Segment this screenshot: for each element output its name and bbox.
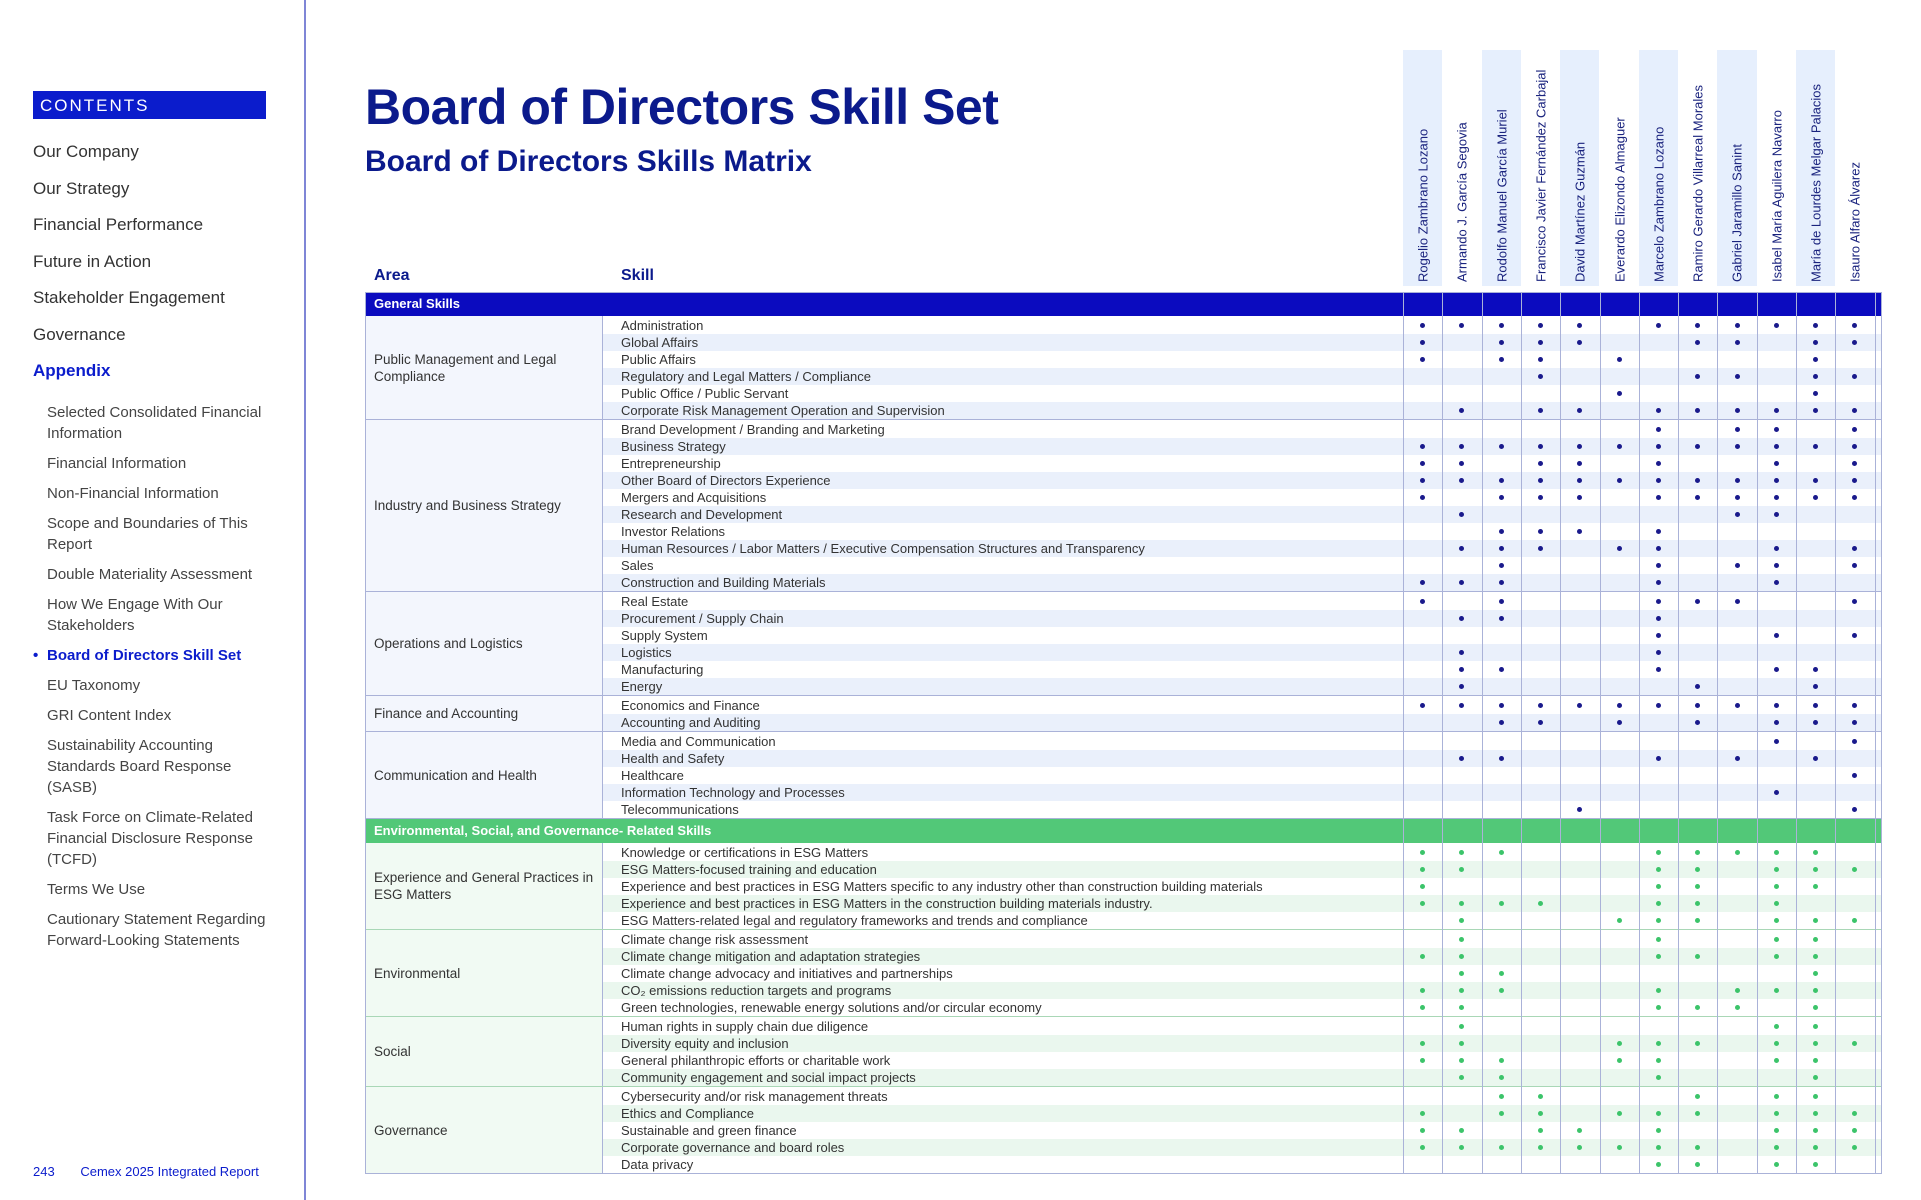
section-band: General Skills	[365, 292, 1882, 316]
skill-label: Cybersecurity and/or risk management threats	[621, 1089, 888, 1104]
skill-column-header: Skill	[621, 267, 654, 284]
section-band: Environmental, Social, and Governance- Related Skills	[365, 819, 1882, 843]
nav-subitem-task-force-on-climate-related-financial-[interactable]	[33, 807, 273, 870]
area-label: Experience and General Practices in ESG Matters	[365, 843, 603, 929]
area-label: Communication and Health	[365, 732, 603, 818]
skill-label: Investor Relations	[621, 524, 726, 539]
page-number: 243	[33, 1164, 55, 1179]
skill-label: Procurement / Supply Chain	[621, 611, 784, 626]
nav-subitem-label: Financial Information	[47, 454, 187, 472]
nav-subitem-label: How We Engage With Our Stakeholders	[47, 595, 223, 634]
nav-subitem-label: Non-Financial Information	[47, 484, 219, 502]
skill-label: Real Estate	[621, 594, 689, 609]
nav-subitem-non-financial-information[interactable]	[33, 483, 273, 504]
nav-subitem-cautionary-statement-regarding-forward-l[interactable]	[33, 909, 273, 951]
nav-subitem-board-of-directors-skill-set[interactable]	[33, 645, 273, 666]
area-label: Public Management and Legal Compliance	[365, 316, 603, 419]
nav-subitem-label: Terms We Use	[47, 880, 146, 898]
nav-item-our-strategy[interactable]: Our Strategy	[33, 178, 130, 198]
skill-label: Community engagement and social impact projects	[621, 1070, 916, 1085]
skill-label: Supply System	[621, 628, 708, 643]
skill-label: Public Affairs	[621, 352, 696, 367]
skill-label: Data privacy	[621, 1157, 694, 1172]
sidebar	[0, 0, 306, 1200]
director-column-header	[1442, 50, 1481, 286]
appendix-subnav	[33, 402, 303, 951]
area-label: Environmental	[365, 930, 603, 1016]
skill-label: Green technologies, renewable energy solutions and/or circular economy	[621, 1000, 1042, 1015]
skill-label: Construction and Building Materials	[621, 575, 826, 590]
skill-label: Mergers and Acquisitions	[621, 490, 767, 505]
skill-label: Other Board of Directors Experience	[621, 473, 831, 488]
nav-subitem-terms-we-use[interactable]	[33, 879, 273, 900]
skill-label: Global Affairs	[621, 335, 699, 350]
skill-label: Brand Development / Branding and Marketing	[621, 422, 885, 437]
report-name: Cemex 2025 Integrated Report	[80, 1164, 259, 1179]
director-column-header	[1482, 50, 1521, 286]
skill-label: Climate change mitigation and adaptation strategies	[621, 949, 921, 964]
director-name: Isauro Alfaro Álvarez	[1847, 162, 1863, 282]
nav-subitem-label: Cautionary Statement Regarding Forward-Looking Statements	[47, 910, 266, 949]
area-label: Finance and Accounting	[365, 696, 603, 731]
director-name: David Martínez Guzmán	[1572, 141, 1588, 282]
area-label: Industry and Business Strategy	[365, 420, 603, 591]
skill-label: Corporate Risk Management Operation and Supervision	[621, 403, 945, 418]
skill-label: Healthcare	[621, 768, 684, 783]
table-of-contents	[33, 140, 303, 960]
skill-label: Experience and best practices in ESG Matters in the construction building materials industry.	[621, 896, 1153, 911]
area-label: Operations and Logistics	[365, 592, 603, 695]
skill-label: Climate change advocacy and initiatives and partnerships	[621, 966, 953, 981]
skill-label: Logistics	[621, 645, 672, 660]
skill-label: Information Technology and Processes	[621, 785, 845, 800]
nav-item-our-company[interactable]: Our Company	[33, 142, 139, 161]
skills-matrix	[365, 0, 1882, 1200]
skill-label: Knowledge or certifications in ESG Matters	[621, 845, 869, 860]
director-name: Gabriel Jaramillo Sanint	[1729, 143, 1745, 282]
skill-label: Business Strategy	[621, 439, 726, 454]
skill-label: Regulatory and Legal Matters / Compliance	[621, 369, 872, 384]
nav-item-stakeholder-engagement[interactable]: Stakeholder Engagement	[33, 288, 225, 307]
contents-heading: CONTENTS	[33, 91, 266, 119]
skill-label: Media and Communication	[621, 734, 776, 749]
nav-subitem-how-we-engage-with-our-stakeholders[interactable]	[33, 594, 273, 636]
director-column-header	[1600, 50, 1639, 286]
director-name: María de Lourdes Melgar Palacios	[1808, 84, 1824, 282]
skill-label: Experience and best practices in ESG Matters specific to any industry other than construction building materials	[621, 879, 1263, 894]
skill-label: Corporate governance and board roles	[621, 1140, 845, 1155]
skill-label: CO₂ emissions reduction targets and programs	[621, 983, 892, 998]
director-column-header	[1835, 50, 1874, 286]
skill-label: Diversity equity and inclusion	[621, 1036, 789, 1051]
director-column-header	[1678, 50, 1717, 286]
director-name: Armando J. García Segovia	[1454, 122, 1470, 282]
director-name: Rogelio Zambrano Lozano	[1415, 128, 1431, 282]
nav-subitem-label: Scope and Boundaries of This Report	[47, 514, 248, 553]
skill-label: Public Office / Public Servant	[621, 386, 789, 401]
skill-label: Ethics and Compliance	[621, 1106, 754, 1121]
director-column-header	[1796, 50, 1835, 286]
nav-subitem-label: Selected Consolidated Financial Information	[47, 403, 262, 442]
skill-label: ESG Matters-related legal and regulatory frameworks and trends and compliance	[621, 913, 1088, 928]
skill-label: Sales	[621, 558, 654, 573]
matrix-frame	[365, 292, 1882, 1174]
nav-subitem-label: Double Materiality Assessment	[47, 565, 253, 583]
skill-label: Sustainable and green finance	[621, 1123, 797, 1138]
area-column-header: Area	[374, 267, 410, 284]
skill-label: Health and Safety	[621, 751, 725, 766]
nav-subitem-label: Sustainability Accounting Standards Board Response (SASB)	[47, 736, 232, 796]
skill-label: General philanthropic efforts or charitable work	[621, 1053, 891, 1068]
skill-label: Accounting and Auditing	[621, 715, 761, 730]
nav-subitem-sustainability-accounting-standards-boar[interactable]	[33, 735, 273, 798]
area-label: Social	[365, 1017, 603, 1086]
nav-item-governance[interactable]: Governance	[33, 324, 126, 344]
director-column-header	[1639, 50, 1678, 286]
skill-label: Economics and Finance	[621, 698, 760, 713]
director-column-header	[1560, 50, 1599, 286]
skill-label: Manufacturing	[621, 662, 704, 677]
director-column-header	[1717, 50, 1756, 286]
nav-item-appendix[interactable]: Appendix	[33, 361, 111, 380]
area-label: Governance	[365, 1087, 603, 1173]
nav-subitem-label: EU Taxonomy	[47, 676, 141, 694]
nav-subitem-eu-taxonomy[interactable]	[33, 675, 273, 696]
nav-subitem-label: Board of Directors Skill Set	[47, 646, 242, 664]
skill-label: Human Resources / Labor Matters / Executive Compensation Structures and Transparency	[621, 541, 1145, 556]
director-name: Rodolfo Manuel García Muriel	[1494, 109, 1510, 282]
page-footer	[33, 1164, 281, 1179]
nav-item-financial-performance[interactable]: Financial Performance	[33, 215, 204, 234]
director-name: Francisco Javier Fernández Carbajal	[1533, 69, 1549, 282]
nav-subitem-double-materiality-assessment[interactable]	[33, 564, 273, 585]
director-column-header	[1521, 50, 1560, 286]
skill-label: Administration	[621, 318, 704, 333]
nav-subitem-label: GRI Content Index	[47, 706, 172, 724]
director-column-header	[1403, 50, 1442, 286]
director-name: Isabel María Aguilera Navarro	[1769, 110, 1785, 282]
nav-subitem-label: Task Force on Climate-Related Financial Disclosure Response (TCFD)	[47, 808, 253, 868]
director-name: Marcelo Zambrano Lozano	[1651, 126, 1667, 282]
active-bullet-icon: •	[33, 646, 39, 664]
skill-label: ESG Matters-focused training and education	[621, 862, 877, 877]
nav-subitem-selected-consolidated-financial-informat[interactable]	[33, 402, 273, 444]
skill-label: Energy	[621, 679, 663, 694]
director-name: Ramiro Gerardo Villarreal Morales	[1690, 85, 1706, 282]
director-column-header	[1757, 50, 1796, 286]
nav-item-future-in-action[interactable]: Future in Action	[33, 251, 152, 271]
skill-label: Climate change risk assessment	[621, 932, 809, 947]
skill-label: Research and Development	[621, 507, 783, 522]
skill-label: Entrepreneurship	[621, 456, 721, 471]
page-subtitle: Board of Directors Skills Matrix	[365, 145, 812, 178]
skill-label: Human rights in supply chain due diligence	[621, 1019, 869, 1034]
skill-label: Telecommunications	[621, 802, 739, 817]
nav-subitem-gri-content-index[interactable]	[33, 705, 273, 726]
nav-subitem-scope-and-boundaries-of-this-report[interactable]	[33, 513, 273, 555]
nav-subitem-financial-information[interactable]	[33, 453, 273, 474]
page-title: Board of Directors Skill Set	[365, 79, 999, 135]
director-name: Everardo Elizondo Almaguer	[1612, 117, 1627, 282]
